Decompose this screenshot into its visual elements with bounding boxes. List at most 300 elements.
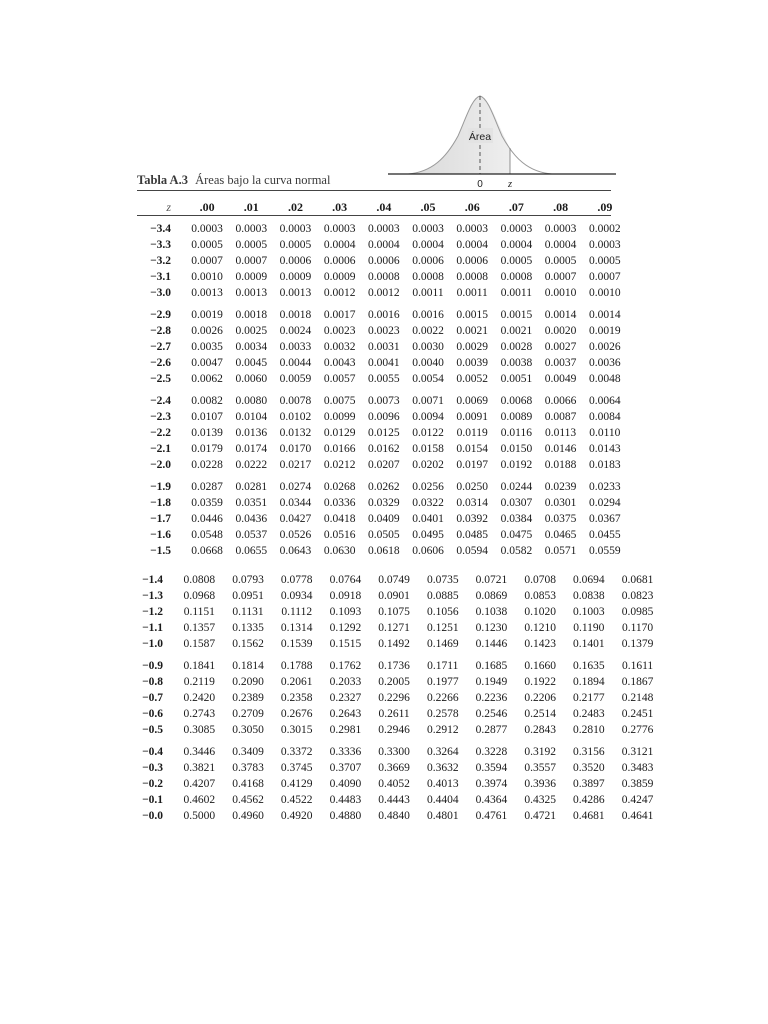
probability-cell: 0.0721	[475, 574, 508, 586]
probability-cell: 0.0059	[279, 373, 312, 385]
table-row	[137, 441, 627, 457]
probability-cell: 0.0003	[368, 223, 400, 235]
probability-cell: 0.0003	[544, 223, 577, 235]
probability-cell: 0.0019	[589, 325, 621, 337]
probability-cell: 0.0073	[368, 395, 400, 407]
probability-cell: 0.0006	[279, 255, 312, 267]
z-value-cell: −0.6	[142, 708, 163, 720]
z-value-cell: −1.3	[142, 590, 163, 602]
column-header: .09	[597, 200, 613, 214]
probability-cell: 0.0078	[279, 395, 312, 407]
probability-cell: 0.4681	[573, 810, 605, 822]
probability-cell: 0.0003	[235, 223, 268, 235]
column-header: .00	[199, 200, 215, 214]
probability-cell: 0.2912	[426, 724, 459, 736]
probability-cell: 0.3372	[280, 746, 313, 758]
probability-cell: 0.1685	[475, 660, 508, 672]
probability-cell: 0.1131	[232, 606, 264, 618]
probability-cell: 0.1230	[475, 622, 508, 634]
probability-cell: 0.0143	[589, 443, 621, 455]
table-row	[127, 808, 662, 824]
probability-cell: 0.0968	[183, 590, 216, 602]
probability-cell: 0.0708	[524, 574, 556, 586]
probability-cell: 0.1922	[524, 676, 556, 688]
probability-cell: 0.2358	[280, 692, 313, 704]
probability-cell: 0.2514	[524, 708, 556, 720]
probability-cell: 0.0359	[191, 497, 223, 509]
table-row	[127, 572, 662, 588]
probability-cell: 0.0136	[235, 427, 268, 439]
probability-cell: 0.0455	[589, 529, 621, 541]
probability-cell: 0.0485	[456, 529, 489, 541]
probability-cell: 0.0026	[589, 341, 621, 353]
probability-cell: 0.4364	[475, 794, 508, 806]
probability-cell: 0.1660	[524, 660, 556, 672]
z-value-cell: −1.5	[150, 545, 171, 557]
probability-cell: 0.1401	[573, 638, 605, 650]
probability-cell: 0.0401	[412, 513, 444, 525]
probability-cell: 0.3821	[183, 762, 216, 774]
probability-cell: 0.0869	[475, 590, 508, 602]
probability-cell: 0.0005	[544, 255, 577, 267]
probability-cell: 0.4880	[329, 810, 362, 822]
probability-cell: 0.0951	[232, 590, 264, 602]
probability-cell: 0.0016	[412, 309, 444, 321]
probability-cell: 0.1814	[232, 660, 264, 672]
probability-cell: 0.0003	[412, 223, 444, 235]
column-header: .02	[287, 200, 303, 214]
probability-cell: 0.0192	[500, 459, 533, 471]
probability-cell: 0.0004	[544, 239, 577, 251]
probability-cell: 0.0004	[456, 239, 489, 251]
probability-cell: 0.1611	[621, 660, 654, 672]
probability-cell: 0.1075	[378, 606, 410, 618]
probability-cell: 0.2483	[573, 708, 605, 720]
probability-cell: 0.0322	[412, 497, 444, 509]
probability-cell: 0.0122	[412, 427, 444, 439]
table-row	[127, 690, 662, 706]
probability-cell: 0.2877	[475, 724, 508, 736]
probability-cell: 0.0019	[191, 309, 223, 321]
probability-cell: 0.0934	[280, 590, 313, 602]
table-row	[137, 307, 627, 323]
probability-cell: 0.0008	[456, 271, 489, 283]
probability-cell: 0.1251	[426, 622, 459, 634]
probability-cell: 0.0268	[323, 481, 356, 493]
probability-cell: 0.0007	[589, 271, 621, 283]
probability-cell: 0.0028	[500, 341, 533, 353]
probability-cell: 0.0007	[191, 255, 223, 267]
z-value-cell: −3.1	[150, 271, 171, 283]
probability-cell: 0.0009	[235, 271, 268, 283]
probability-cell: 0.0793	[232, 574, 264, 586]
probability-cell: 0.0004	[368, 239, 400, 251]
probability-cell: 0.1711	[427, 660, 459, 672]
table-row	[137, 285, 627, 301]
probability-cell: 0.0179	[191, 443, 223, 455]
table-row	[137, 479, 627, 495]
probability-cell: 0.0139	[191, 427, 223, 439]
probability-cell: 0.0548	[191, 529, 223, 541]
probability-cell: 0.0015	[500, 309, 533, 321]
z-value-cell: −3.3	[150, 239, 171, 251]
probability-cell: 0.0314	[456, 497, 489, 509]
probability-cell: 0.1093	[329, 606, 362, 618]
z-value-cell: −3.2	[150, 255, 171, 267]
z-value-cell: −2.1	[150, 443, 171, 455]
probability-cell: 0.3669	[378, 762, 410, 774]
table-row	[137, 237, 627, 253]
probability-cell: 0.2643	[329, 708, 362, 720]
probability-cell: 0.0035	[191, 341, 223, 353]
probability-cell: 0.0027	[544, 341, 577, 353]
probability-cell: 0.0329	[368, 497, 400, 509]
probability-cell: 0.0004	[412, 239, 444, 251]
probability-cell: 0.0052	[456, 373, 489, 385]
probability-cell: 0.3783	[232, 762, 264, 774]
probability-cell: 0.0005	[589, 255, 621, 267]
probability-cell: 0.0010	[544, 287, 577, 299]
probability-cell: 0.0007	[544, 271, 577, 283]
probability-cell: 0.0918	[329, 590, 362, 602]
table-row	[127, 620, 662, 636]
probability-cell: 0.0668	[191, 545, 223, 557]
probability-cell: 0.0287	[191, 481, 223, 493]
probability-cell: 0.4013	[426, 778, 459, 790]
probability-cell: 0.0091	[456, 411, 489, 423]
probability-cell: 0.4562	[232, 794, 264, 806]
probability-cell: 0.1539	[280, 638, 313, 650]
probability-cell: 0.2676	[280, 708, 313, 720]
probability-cell: 0.1894	[573, 676, 605, 688]
table-row	[137, 355, 627, 371]
probability-cell: 0.1314	[280, 622, 313, 634]
probability-cell: 0.0010	[191, 271, 223, 283]
probability-cell: 0.1562	[232, 638, 264, 650]
probability-cell: 0.0051	[500, 373, 533, 385]
table-row	[137, 221, 627, 237]
probability-cell: 0.2776	[621, 724, 654, 736]
probability-cell: 0.2981	[329, 724, 362, 736]
z-value-cell: −1.7	[150, 513, 171, 525]
probability-cell: 0.4207	[183, 778, 216, 790]
table-row	[137, 409, 627, 425]
probability-cell: 0.2033	[329, 676, 362, 688]
z-value-cell: −0.9	[142, 660, 163, 672]
probability-cell: 0.3446	[183, 746, 216, 758]
probability-cell: 0.0006	[456, 255, 489, 267]
table-row	[127, 776, 662, 792]
probability-cell: 0.0384	[500, 513, 533, 525]
z-value-cell: −0.3	[142, 762, 163, 774]
probability-cell: 0.3300	[378, 746, 410, 758]
probability-cell: 0.0681	[621, 574, 654, 586]
probability-cell: 0.0985	[621, 606, 654, 618]
probability-cell: 0.3015	[280, 724, 313, 736]
probability-cell: 0.0344	[279, 497, 312, 509]
probability-cell: 0.3050	[232, 724, 264, 736]
probability-cell: 0.0022	[412, 325, 444, 337]
table-top-rule	[137, 190, 611, 191]
probability-cell: 0.0029	[456, 341, 489, 353]
probability-cell: 0.0618	[368, 545, 400, 557]
probability-cell: 0.0008	[412, 271, 444, 283]
probability-cell: 0.0018	[279, 309, 312, 321]
probability-cell: 0.0630	[323, 545, 356, 557]
z-table-part-2	[127, 572, 662, 824]
probability-cell: 0.0002	[589, 223, 621, 235]
probability-cell: 0.1003	[573, 606, 605, 618]
column-header: .06	[464, 200, 480, 214]
probability-cell: 0.0129	[323, 427, 356, 439]
probability-cell: 0.1292	[329, 622, 362, 634]
probability-cell: 0.0125	[368, 427, 400, 439]
probability-cell: 0.0119	[456, 427, 488, 439]
probability-cell: 0.0465	[544, 529, 577, 541]
probability-cell: 0.0150	[500, 443, 533, 455]
probability-cell: 0.0094	[412, 411, 444, 423]
probability-cell: 0.0281	[235, 481, 268, 493]
table-row	[137, 457, 627, 473]
probability-cell: 0.3632	[426, 762, 459, 774]
probability-cell: 0.4602	[183, 794, 216, 806]
table-row	[137, 323, 627, 339]
probability-cell: 0.4168	[232, 778, 264, 790]
probability-cell: 0.0013	[279, 287, 312, 299]
probability-cell: 0.0068	[500, 395, 533, 407]
probability-cell: 0.1056	[426, 606, 459, 618]
probability-cell: 0.2578	[426, 708, 459, 720]
probability-cell: 0.0021	[456, 325, 489, 337]
probability-cell: 0.0188	[544, 459, 577, 471]
z-value-cell: −2.4	[150, 395, 171, 407]
probability-cell: 0.2389	[232, 692, 264, 704]
probability-cell: 0.0025	[235, 325, 268, 337]
probability-cell: 0.0735	[426, 574, 459, 586]
table-row	[127, 760, 662, 776]
probability-cell: 0.0006	[323, 255, 356, 267]
table-row	[127, 636, 662, 652]
probability-cell: 0.0013	[235, 287, 268, 299]
z-value-cell: −1.0	[142, 638, 163, 650]
probability-cell: 0.0005	[191, 239, 223, 251]
z-value-cell: −1.8	[150, 497, 171, 509]
probability-cell: 0.3707	[329, 762, 362, 774]
table-row	[127, 744, 662, 760]
probability-cell: 0.0048	[589, 373, 621, 385]
probability-cell: 0.3228	[475, 746, 508, 758]
z-value-cell: −2.7	[150, 341, 171, 353]
probability-cell: 0.0526	[279, 529, 312, 541]
table-row	[127, 792, 662, 808]
probability-cell: 0.1423	[524, 638, 556, 650]
probability-cell: 0.0096	[368, 411, 400, 423]
probability-cell: 0.0012	[323, 287, 356, 299]
probability-cell: 0.4840	[378, 810, 410, 822]
z-value-cell: −0.1	[142, 794, 163, 806]
table-row	[137, 371, 627, 387]
probability-cell: 0.0217	[279, 459, 312, 471]
probability-cell: 0.0110	[589, 427, 621, 439]
probability-cell: 0.0003	[589, 239, 621, 251]
probability-cell: 0.2810	[573, 724, 605, 736]
probability-cell: 0.2843	[524, 724, 556, 736]
table-number: Tabla A.3	[137, 173, 188, 187]
z-label: z	[507, 179, 513, 190]
probability-cell: 0.2061	[280, 676, 313, 688]
probability-cell: 0.1190	[573, 622, 605, 634]
probability-cell: 0.0102	[279, 411, 312, 423]
z-value-cell: −3.4	[150, 223, 171, 235]
probability-cell: 0.1635	[573, 660, 605, 672]
probability-cell: 0.0571	[544, 545, 577, 557]
probability-cell: 0.0606	[412, 545, 444, 557]
probability-cell: 0.0009	[279, 271, 312, 283]
probability-cell: 0.0011	[456, 287, 488, 299]
probability-cell: 0.3745	[280, 762, 313, 774]
probability-cell: 0.4801	[426, 810, 459, 822]
probability-cell: 0.0166	[323, 443, 356, 455]
table-row	[127, 674, 662, 690]
column-header: .01	[243, 200, 259, 214]
column-header: .04	[376, 200, 392, 214]
probability-cell: 0.0034	[235, 341, 268, 353]
probability-cell: 0.0038	[500, 357, 533, 369]
probability-cell: 0.0351	[235, 497, 268, 509]
probability-cell: 0.0087	[544, 411, 577, 423]
table-row	[137, 339, 627, 355]
probability-cell: 0.0375	[544, 513, 577, 525]
probability-cell: 0.2420	[183, 692, 216, 704]
probability-cell: 0.1762	[329, 660, 362, 672]
probability-cell: 0.1977	[426, 676, 459, 688]
probability-cell: 0.0012	[368, 287, 400, 299]
probability-cell: 0.0301	[544, 497, 577, 509]
probability-cell: 0.4129	[280, 778, 313, 790]
probability-cell: 0.0008	[500, 271, 533, 283]
z-value-cell: −2.2	[150, 427, 171, 439]
probability-cell: 0.1469	[426, 638, 459, 650]
probability-cell: 0.0250	[456, 481, 489, 493]
probability-cell: 0.0057	[323, 373, 356, 385]
probability-cell: 0.0307	[500, 497, 533, 509]
probability-cell: 0.3594	[475, 762, 508, 774]
probability-cell: 0.0080	[235, 395, 268, 407]
z-value-cell: −2.6	[150, 357, 171, 369]
shaded-area	[408, 96, 510, 174]
probability-cell: 0.2296	[378, 692, 410, 704]
probability-cell: 0.2090	[232, 676, 264, 688]
probability-cell: 0.0099	[323, 411, 356, 423]
probability-cell: 0.1788	[280, 660, 313, 672]
probability-cell: 0.0256	[412, 481, 444, 493]
table-row	[137, 393, 627, 409]
probability-cell: 0.0049	[544, 373, 577, 385]
table-row	[137, 543, 627, 559]
probability-cell: 0.1949	[475, 676, 508, 688]
probability-cell: 0.0006	[412, 255, 444, 267]
probability-cell: 0.0015	[456, 309, 489, 321]
probability-cell: 0.1867	[621, 676, 654, 688]
probability-cell: 0.4404	[426, 794, 459, 806]
z-value-cell: −0.8	[142, 676, 163, 688]
probability-cell: 0.0054	[412, 373, 444, 385]
column-header: .07	[508, 200, 524, 214]
table-row	[137, 269, 627, 285]
probability-cell: 0.2148	[621, 692, 654, 704]
probability-cell: 0.0007	[235, 255, 268, 267]
probability-cell: 0.0427	[279, 513, 312, 525]
probability-cell: 0.0036	[589, 357, 621, 369]
probability-cell: 0.0643	[279, 545, 312, 557]
probability-cell: 0.4960	[232, 810, 264, 822]
probability-cell: 0.0030	[412, 341, 444, 353]
z-value-cell: −0.7	[142, 692, 163, 704]
column-header: .03	[332, 200, 348, 214]
probability-cell: 0.0559	[589, 545, 621, 557]
probability-cell: 0.1112	[281, 606, 313, 618]
probability-cell: 0.0823	[621, 590, 654, 602]
probability-cell: 0.0023	[368, 325, 400, 337]
probability-cell: 0.0033	[279, 341, 312, 353]
probability-cell: 0.0032	[323, 341, 356, 353]
probability-cell: 0.5000	[183, 810, 216, 822]
probability-cell: 0.0014	[544, 309, 577, 321]
probability-cell: 0.3121	[621, 746, 654, 758]
z-value-cell: −1.1	[142, 622, 163, 634]
probability-cell: 0.1736	[378, 660, 410, 672]
probability-cell: 0.0055	[368, 373, 400, 385]
z-value-cell: −3.0	[150, 287, 171, 299]
probability-cell: 0.0113	[544, 427, 577, 439]
probability-cell: 0.0367	[589, 513, 621, 525]
probability-cell: 0.2236	[475, 692, 508, 704]
probability-cell: 0.0011	[500, 287, 532, 299]
probability-cell: 0.0089	[500, 411, 533, 423]
probability-cell: 0.0262	[368, 481, 400, 493]
area-label: Área	[468, 131, 492, 143]
probability-cell: 0.1170	[621, 622, 654, 634]
table-row	[137, 527, 627, 543]
probability-cell: 0.0853	[524, 590, 556, 602]
probability-cell: 0.0039	[456, 357, 489, 369]
zero-label: 0	[477, 179, 483, 190]
probability-cell: 0.0239	[544, 481, 577, 493]
probability-cell: 0.3936	[524, 778, 556, 790]
header-row	[137, 199, 627, 215]
probability-cell: 0.1020	[524, 606, 556, 618]
probability-cell: 0.4641	[621, 810, 654, 822]
probability-cell: 0.0037	[544, 357, 577, 369]
probability-cell: 0.0764	[329, 574, 362, 586]
probability-cell: 0.4761	[475, 810, 508, 822]
probability-cell: 0.4052	[378, 778, 410, 790]
probability-cell: 0.0004	[500, 239, 533, 251]
probability-cell: 0.4920	[280, 810, 313, 822]
table-row	[127, 722, 662, 738]
probability-cell: 0.2177	[573, 692, 605, 704]
probability-cell: 0.3557	[524, 762, 556, 774]
probability-cell: 0.4286	[573, 794, 605, 806]
z-table-part-1	[137, 199, 627, 559]
table-row	[137, 495, 627, 511]
probability-cell: 0.0778	[280, 574, 313, 586]
probability-cell: 0.0041	[368, 357, 400, 369]
probability-cell: 0.0004	[323, 239, 356, 251]
probability-cell: 0.0045	[235, 357, 268, 369]
probability-cell: 0.4443	[378, 794, 410, 806]
probability-cell: 0.0084	[589, 411, 621, 423]
